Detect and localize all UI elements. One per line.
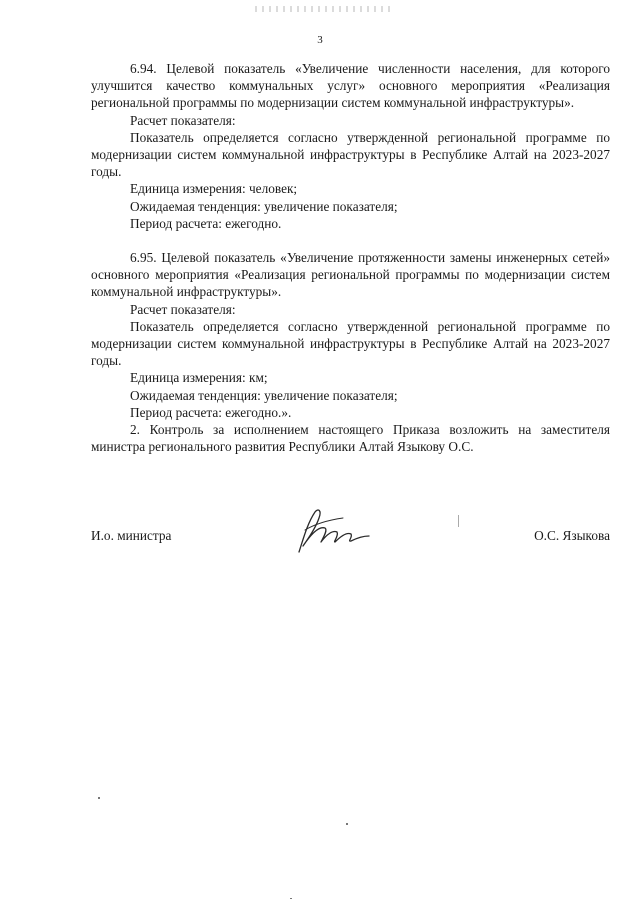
scan-mark	[458, 515, 459, 527]
signatory-position: И.о. министра	[91, 528, 172, 543]
item-694-period: Период расчета: ежегодно.	[130, 215, 282, 231]
scan-speck	[290, 898, 292, 899]
handwritten-signature	[285, 500, 375, 560]
item-695-heading: 6.95. Целевой показатель «Увеличение протяженности замены инженерных сетей» основного мероприятия «Реализация региональной программы по модернизации систем коммунальной инфраструктуры».	[91, 250, 610, 300]
signatory-name: О.С. Языкова	[534, 528, 610, 543]
item-695-unit: Единица измерения: км;	[130, 370, 268, 386]
item-695-trend: Ожидаемая тенденция: увеличение показателя;	[130, 387, 398, 403]
scan-header-noise	[255, 6, 395, 12]
item-694-unit: Единица измерения: человек;	[130, 181, 298, 197]
item-694-heading: 6.94. Целевой показатель «Увеличение численности населения, для которого улучшится качество коммунальных услуг» основного мероприятия «Реализация региональной программы по модернизации систем коммунальной инфраструктуры».	[91, 61, 610, 111]
control-clause: 2. Контроль за исполнением настоящего Приказа возложить на заместителя министра регионального развития Республики Алтай Языкову О.С.	[91, 422, 610, 455]
item-694-calc-text: Показатель определяется согласно утвержденной региональной программе по модернизации систем коммунальной инфраструктуры в Республике Алтай на 2023-2027 годы.	[91, 129, 610, 180]
item-694-trend: Ожидаемая тенденция: увеличение показателя;	[130, 198, 398, 214]
page-number: 3	[317, 34, 323, 46]
paragraph-gap	[91, 232, 610, 249]
scan-speck	[346, 823, 348, 825]
item-695-period: Период расчета: ежегодно.».	[130, 404, 292, 420]
item-694-calc-label: Расчет показателя:	[130, 112, 236, 128]
item-695-calc-text: Показатель определяется согласно утвержденной региональной программе по модернизации систем коммунальной инфраструктуры в Республике Алтай на 2023-2027 годы.	[91, 318, 610, 369]
scan-speck	[98, 797, 100, 799]
document-body	[91, 60, 610, 455]
item-695-calc-label: Расчет показателя:	[130, 301, 236, 317]
